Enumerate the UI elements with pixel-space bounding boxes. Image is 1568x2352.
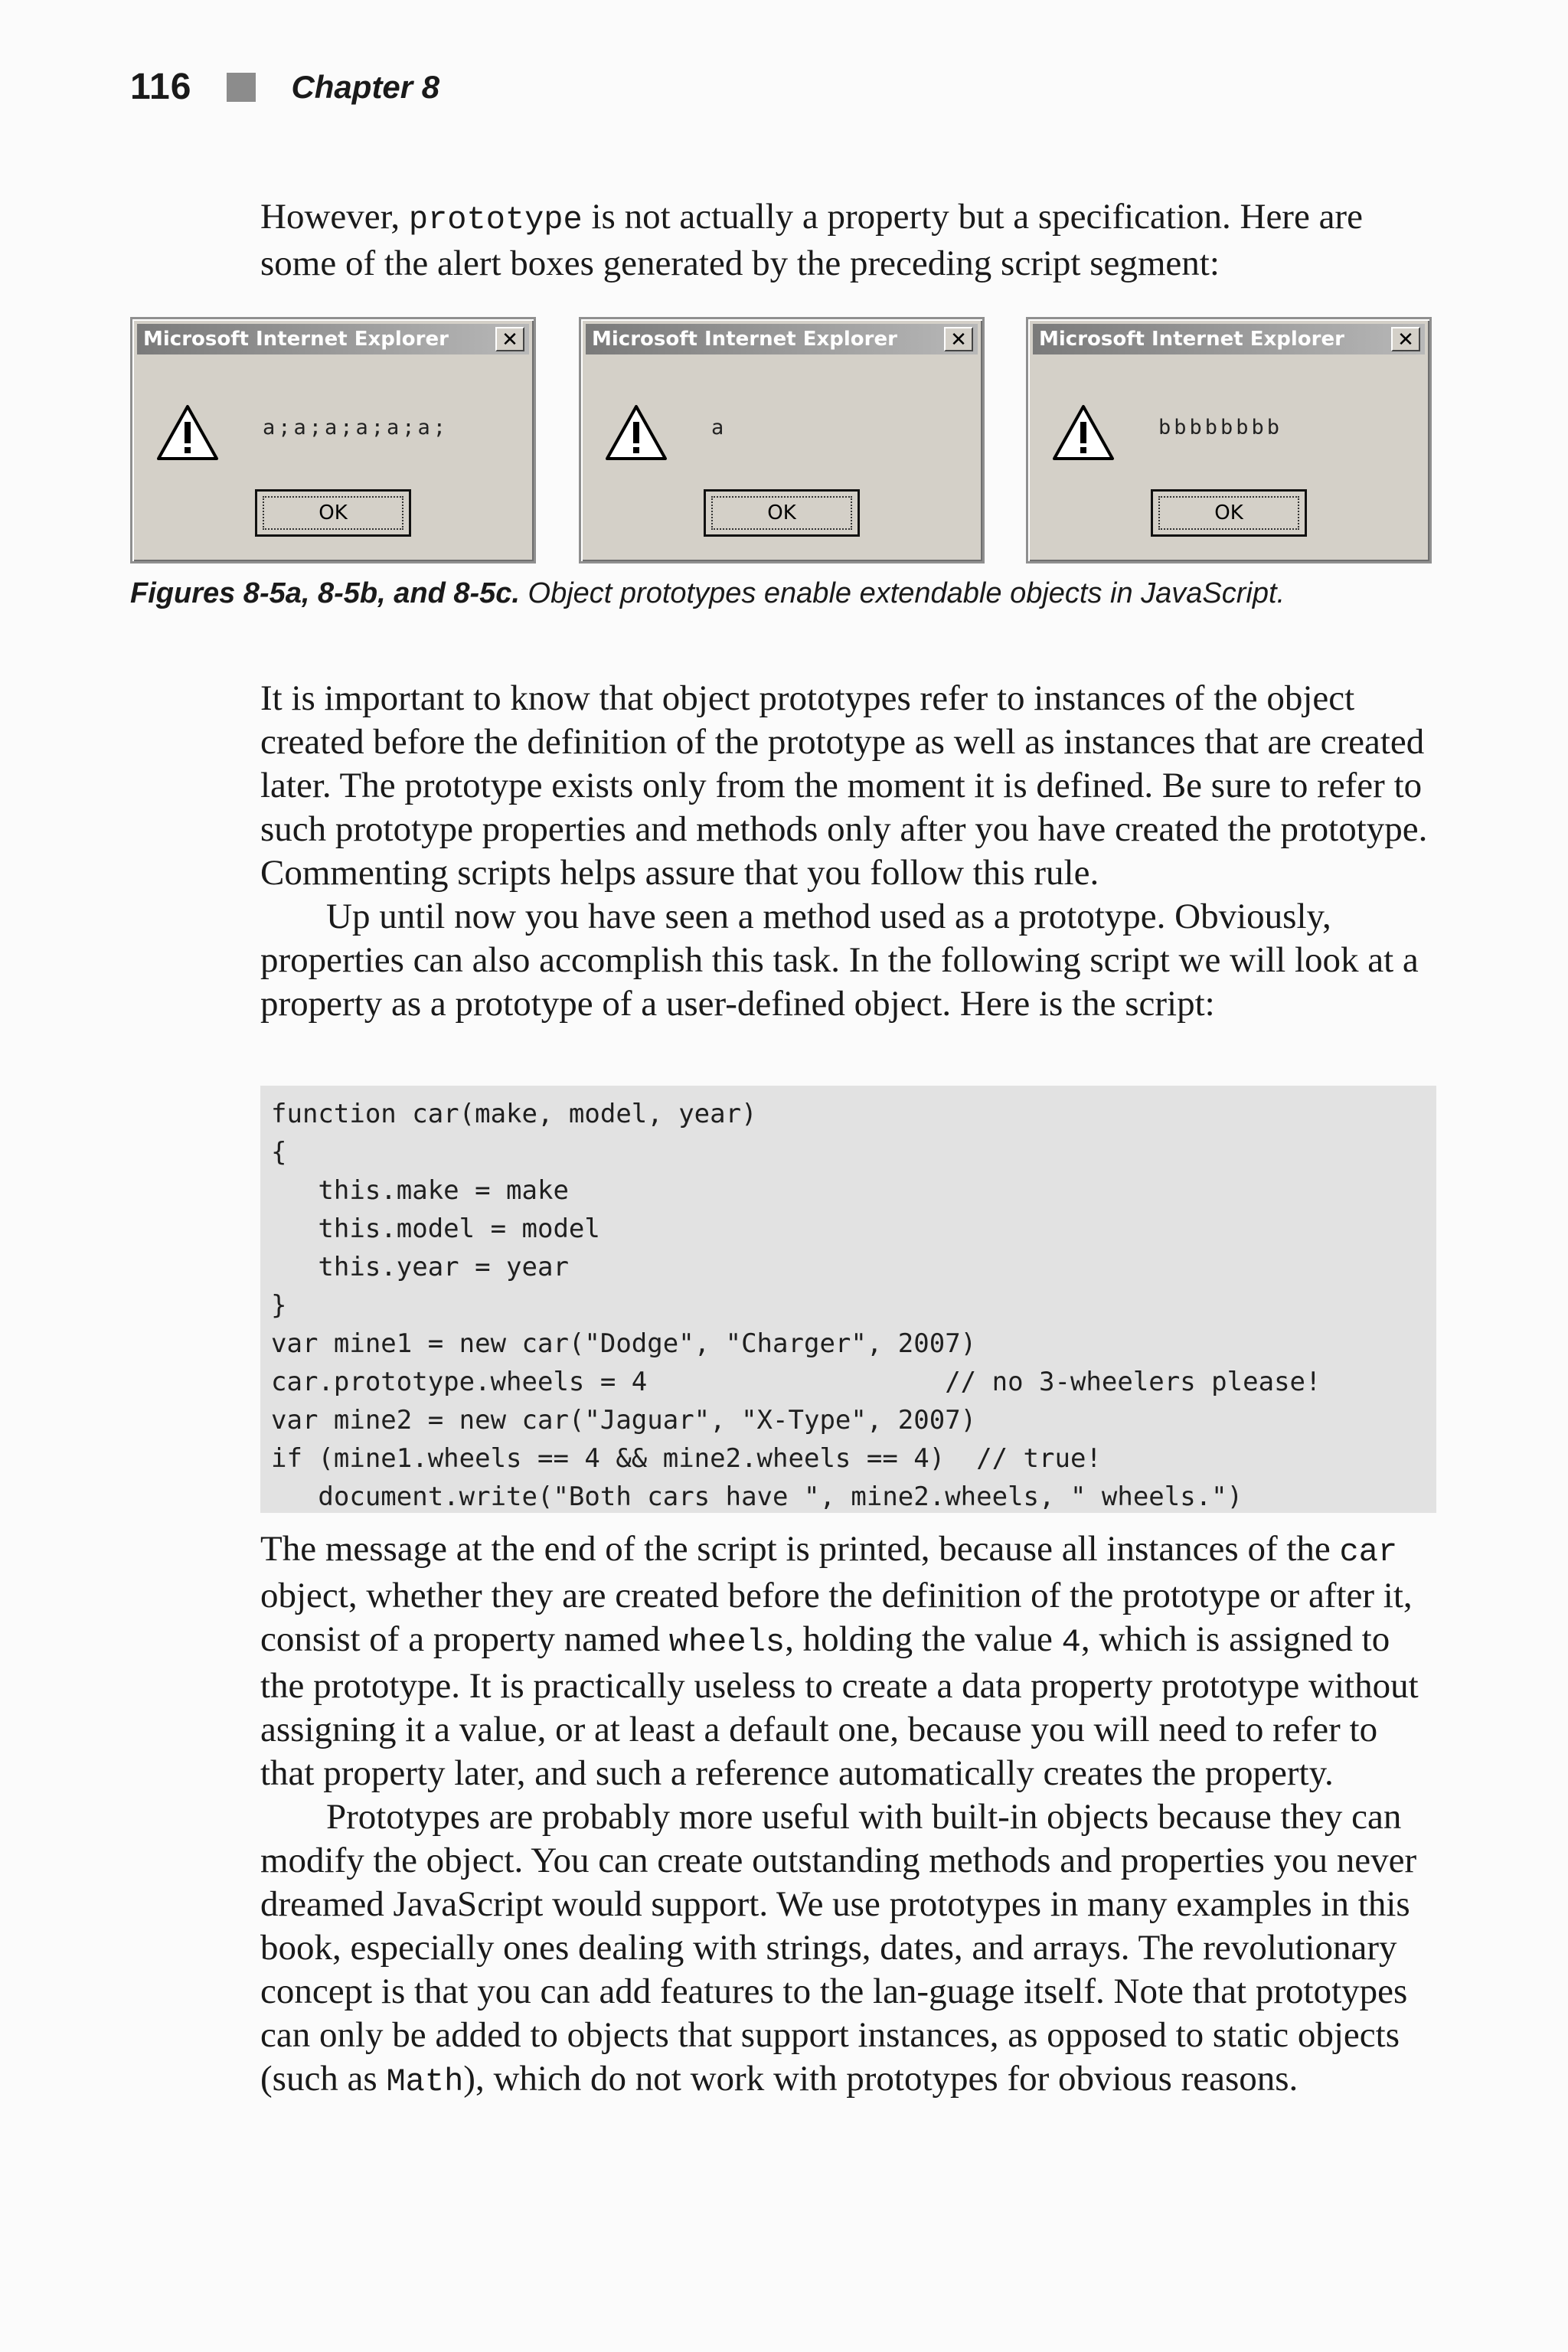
caption-text: Object prototypes enable extendable objects in JavaScript.: [519, 577, 1285, 609]
page-number: 116: [130, 67, 192, 107]
chapter-title: Chapter 8: [291, 68, 440, 105]
close-button[interactable]: ✕: [1391, 327, 1420, 351]
ok-label: OK: [1158, 496, 1299, 530]
ok-button[interactable]: [704, 489, 860, 537]
ok-label: OK: [711, 496, 852, 530]
paragraph-message: [260, 1527, 1439, 1795]
ok-button[interactable]: [1151, 489, 1307, 537]
dialog-message: bbbbbbbb: [1158, 416, 1283, 439]
inline-code-math: Math: [386, 2063, 464, 2100]
code-listing: function car(make, model, year) { this.make = make this.model = model this.year = year } var mine1 = new car("Dodge", "Charger", 2007) car.prototype.wheels = 4 // no 3-wheelers please! var mine2 = new car("Jaguar", "X-Type", 2007) if (mine1.wheels == 4 && mine2.wheels == 4) // true! document.write("Both cars have ", mine2.wheels, " wheels."): [260, 1086, 1436, 1513]
warning-icon: [1051, 403, 1116, 462]
dialog-message: a: [711, 416, 727, 439]
header-square-icon: [227, 73, 256, 102]
body-section-prototypes: [260, 677, 1439, 1026]
paragraph-important: It is important to know that object prototypes refer to instances of the object created before the definition of the prototype as well as instances that are created later. The prototype exists only from the moment it is defined. Be sure to refer to such prototype properties and methods only after you have created the prototype. Commenting scripts helps assure that you follow this rule.: [260, 678, 1428, 893]
page-header: [130, 66, 439, 108]
text: object, whether they are created before the definition of the prototype or after it, consist of a property named: [260, 1576, 1413, 1659]
paragraph-prototypes: [260, 1795, 1439, 2104]
body-section-after-code: [260, 1527, 1439, 2104]
dialog-title: Microsoft Internet Explorer: [1039, 328, 1344, 351]
alert-dialog-c: [1026, 317, 1432, 564]
intro-paragraph: [260, 195, 1439, 286]
dialog-titlebar: [1033, 324, 1425, 354]
dialog-title: Microsoft Internet Explorer: [592, 328, 897, 351]
ok-label: OK: [263, 496, 403, 530]
figure-caption: [130, 577, 1447, 610]
intro-text-1: However,: [260, 197, 409, 237]
dialog-titlebar: [586, 324, 978, 354]
text: The message at the end of the script is printed, because all instances of the: [260, 1529, 1340, 1569]
inline-code-prototype: prototype: [408, 201, 583, 238]
text: , holding the value: [785, 1619, 1062, 1659]
close-button[interactable]: ✕: [944, 327, 973, 351]
caption-label: Figures 8-5a, 8-5b, and 8-5c.: [130, 577, 520, 609]
text: Prototypes are probably more useful with built-in objects because they can modify the object. You can create outstanding methods and properties you never dreamed JavaScript would support. We use prototypes in many examples in this book, especially ones dealing with strings, dates, and arrays. The revolutionary concept is that you can add features to the lan-guage itself. Note that prototypes can only be added to objects that support instances, as opposed to static objects (such as: [260, 1797, 1417, 2099]
ok-button[interactable]: [255, 489, 411, 537]
intro-text-2: is not actually a property but a specification. Here are some of the alert boxes generated by the preceding script segment:: [260, 197, 1363, 283]
inline-code-car: car: [1339, 1534, 1398, 1570]
paragraph-up-until: Up until now you have seen a method used as a prototype. Obviously, properties can also accomplish this task. In the following script we will look at a property as a prototype of a user-defined object. Here is the script:: [260, 897, 1419, 1024]
warning-icon: [155, 403, 220, 462]
inline-code-4: 4: [1061, 1624, 1081, 1661]
close-button[interactable]: ✕: [495, 327, 524, 351]
dialog-title: Microsoft Internet Explorer: [143, 328, 449, 351]
text: , which is assigned to the prototype. It is practically useless to create a data property prototype without assigning it a value, or at least a default one, because you will need to refer to that property later, and such a reference automatically creates the property.: [260, 1619, 1419, 1793]
dialog-message: a;a;a;a;a;a;: [263, 416, 449, 439]
alert-figures: [130, 317, 1436, 564]
alert-dialog-a: [130, 317, 536, 564]
text: ), which do not work with prototypes for obvious reasons.: [463, 2059, 1298, 2099]
alert-dialog-b: [579, 317, 985, 564]
inline-code-wheels: wheels: [668, 1624, 786, 1661]
dialog-titlebar: [137, 324, 529, 354]
warning-icon: [604, 403, 668, 462]
